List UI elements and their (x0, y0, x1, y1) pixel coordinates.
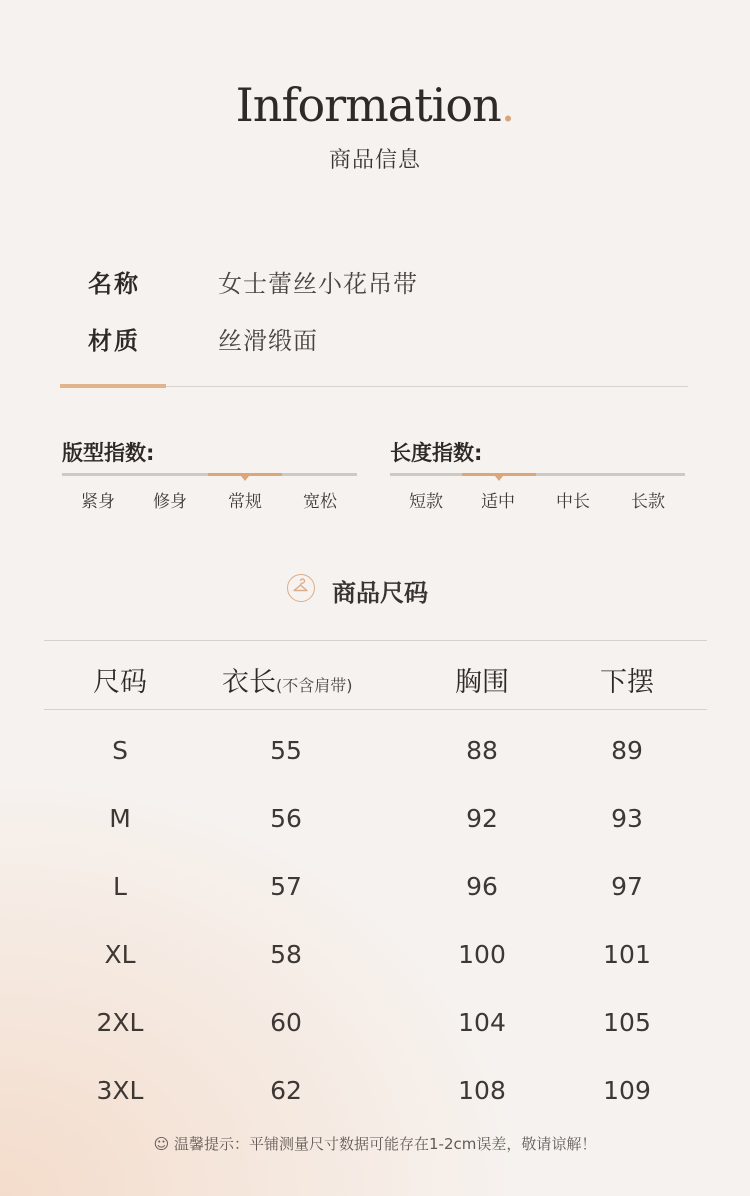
cell-hem: 101 (603, 940, 651, 969)
cell-length: 56 (270, 804, 302, 833)
cell-bust: 96 (466, 872, 498, 901)
cell-size: 3XL (96, 1076, 144, 1105)
page-subtitle: 商品信息 (328, 148, 421, 173)
fit-option-tight: 紧身 (81, 492, 115, 512)
cell-bust: 108 (458, 1076, 506, 1105)
fit-index-marker (241, 476, 249, 481)
page-title (0, 78, 750, 132)
info-label-name: 名称 (88, 270, 140, 298)
header-size: 尺码 (93, 667, 147, 698)
cell-hem: 89 (611, 736, 643, 765)
fit-option-slim: 修身 (153, 492, 187, 512)
fit-option-loose: 宽松 (303, 492, 337, 512)
cell-size: XL (104, 940, 136, 969)
length-option-mid-long: 中长 (556, 492, 590, 512)
header-bust: 胸围 (455, 667, 509, 698)
cell-hem: 93 (611, 804, 643, 833)
info-value-name: 女士蕾丝小花吊带 (218, 270, 418, 298)
cell-size: M (109, 804, 131, 833)
header-length (200, 660, 422, 699)
length-index-scale (390, 473, 685, 476)
cell-hem: 97 (611, 872, 643, 901)
fit-option-regular: 常规 (228, 492, 262, 512)
hanger-icon (287, 574, 315, 602)
length-index-title: 长度指数: (390, 441, 483, 465)
fit-index-title: 版型指数: (62, 441, 155, 465)
info-value-material: 丝滑缎面 (218, 327, 318, 355)
length-option-short: 短款 (409, 492, 443, 512)
title-dot: . (500, 78, 515, 132)
size-section-title: 商品尺码 (332, 579, 428, 607)
length-option-long: 长款 (631, 492, 665, 512)
info-label-material: 材质 (88, 327, 140, 355)
cell-bust: 100 (458, 940, 506, 969)
cell-size: L (113, 872, 127, 901)
table-header-border (44, 709, 707, 710)
cell-hem: 105 (603, 1008, 651, 1037)
cell-size: S (112, 736, 128, 765)
measurement-tip: ☺ 温馨提示：平铺测量尺寸数据可能存在1-2cm误差，敬请谅解！ (153, 1135, 597, 1153)
cell-length: 62 (270, 1076, 302, 1105)
cell-size: 2XL (96, 1008, 144, 1037)
cell-length: 60 (270, 1008, 302, 1037)
cell-length: 55 (270, 736, 302, 765)
cell-hem: 109 (603, 1076, 651, 1105)
cell-bust: 104 (458, 1008, 506, 1037)
header-length-note: (不含肩带) (276, 676, 353, 695)
header-length-label: 衣长 (222, 667, 276, 698)
title-text: Information (235, 78, 501, 132)
table-top-border (44, 640, 707, 641)
divider-accent (60, 384, 166, 388)
length-index-marker (495, 476, 503, 481)
cell-length: 57 (270, 872, 302, 901)
header-hem: 下摆 (600, 667, 654, 698)
cell-bust: 88 (466, 736, 498, 765)
cell-bust: 92 (466, 804, 498, 833)
length-option-medium: 适中 (481, 492, 515, 512)
cell-length: 58 (270, 940, 302, 969)
